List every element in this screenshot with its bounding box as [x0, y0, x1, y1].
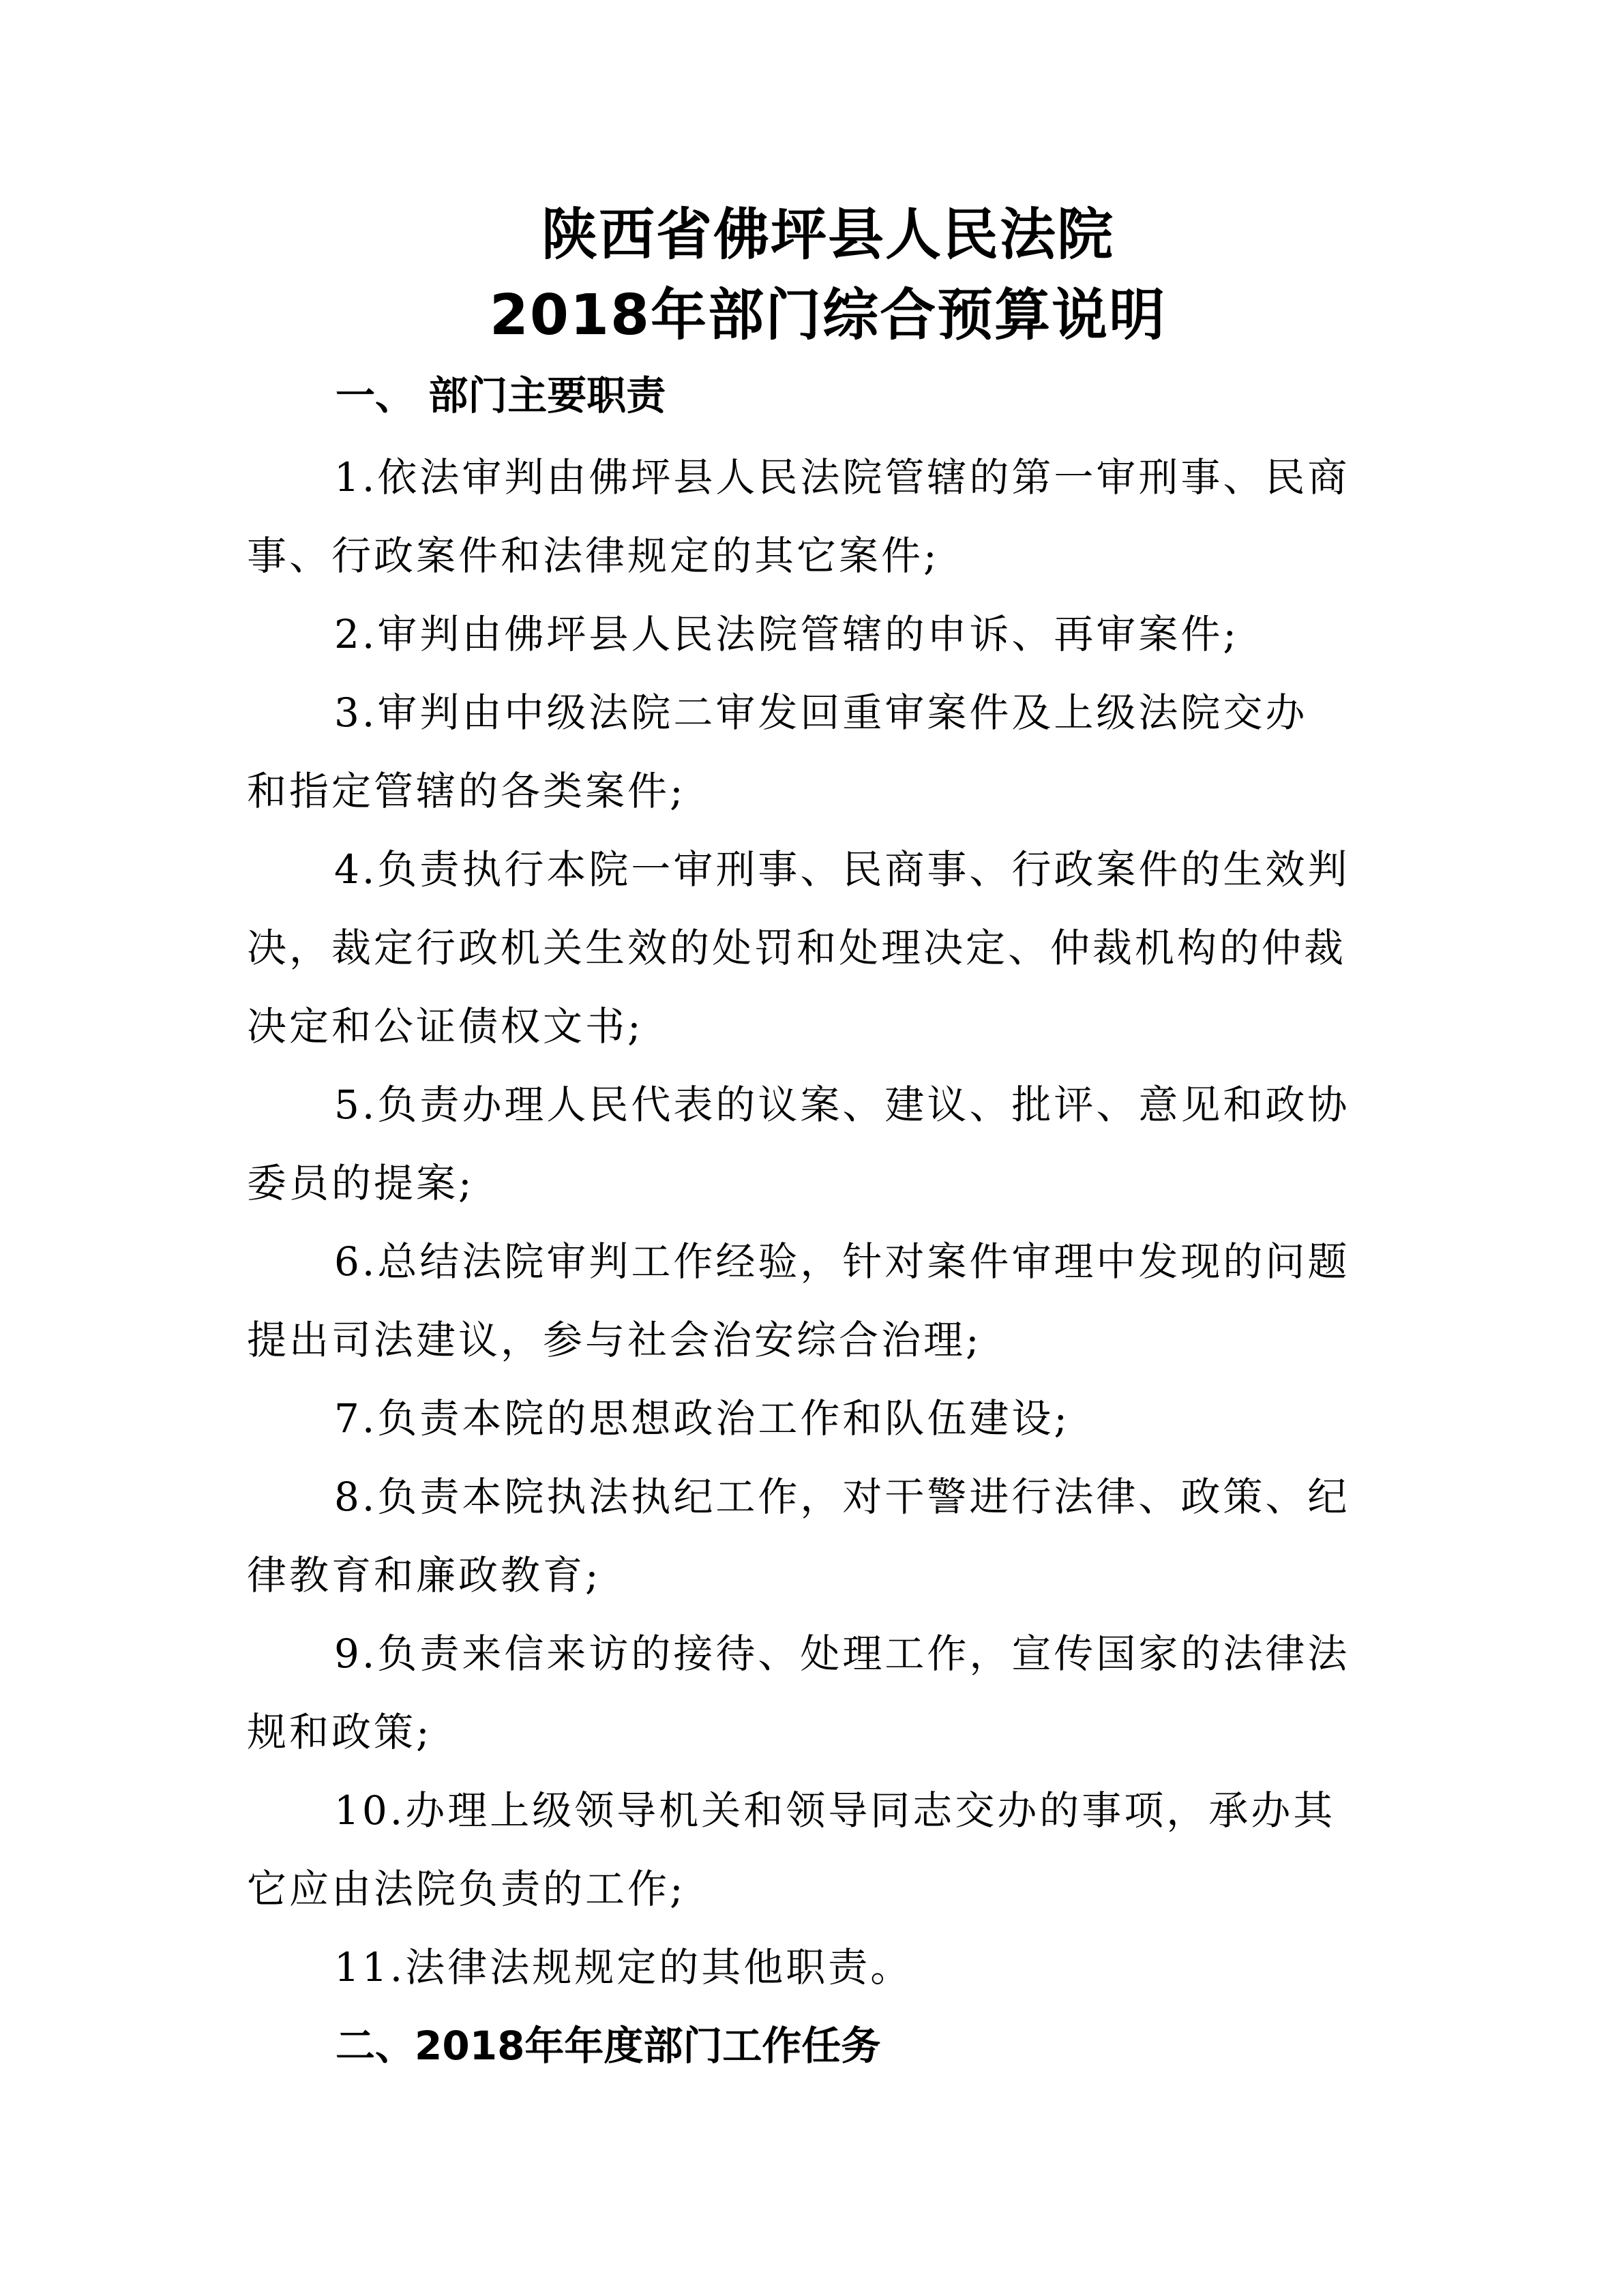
paragraph-line: 8.负责本院执法执纪工作，对干警进行法律、政策、纪 [334, 1474, 1350, 1520]
paragraph-line: 3.审判由中级法院二审发回重审案件及上级法院交办 [334, 689, 1308, 736]
document-title-line1: 陕西省佛坪县人民法院 [541, 203, 1114, 267]
paragraph-line: 2.审判由佛坪县人民法院管辖的申诉、再审案件; [334, 611, 1239, 657]
paragraph-line: 提出司法建议，参与社会治安综合治理; [247, 1317, 982, 1363]
paragraph-line: 律教育和廉政教育; [247, 1552, 601, 1598]
paragraph-line: 和指定管辖的各类案件; [247, 768, 686, 814]
section-heading-duties: 一、 部门主要职责 [336, 372, 666, 419]
paragraph-line: 委员的提案; [247, 1160, 475, 1206]
paragraph-line: 6.总结法院审判工作经验，针对案件审理中发现的问题 [334, 1238, 1350, 1285]
paragraph-line: 9.负责来信来访的接待、处理工作，宣传国家的法律法 [334, 1630, 1350, 1677]
section-heading-tasks: 二、2018年年度部门工作任务 [336, 2023, 881, 2069]
paragraph-line: 决定和公证债权文书; [247, 1003, 644, 1049]
paragraph-line: 规和政策; [247, 1709, 432, 1755]
paragraph-line: 决，裁定行政机关生效的处罚和处理决定、仲裁机构的仲裁 [247, 925, 1347, 971]
paragraph-line: 5.负责办理人民代表的议案、建议、批评、意见和政协 [334, 1082, 1350, 1128]
paragraph-line: 4.负责执行本院一审刑事、民商事、行政案件的生效判 [334, 846, 1350, 893]
document-title-line2: 2018年部门综合预算说明 [489, 283, 1167, 348]
paragraph-line: 1.依法审判由佛坪县人民法院管辖的第一审刑事、民商 [334, 454, 1350, 501]
paragraph-line: 它应由法院负责的工作; [247, 1866, 686, 1912]
paragraph-line: 10.办理上级领导机关和领导同志交办的事项，承办其 [334, 1787, 1336, 1834]
paragraph-line: 11.法律法规规定的其他职责。 [334, 1944, 913, 1991]
paragraph-line: 事、行政案件和法律规定的其它案件; [247, 533, 940, 579]
paragraph-line: 7.负责本院的思想政治工作和队伍建设; [334, 1395, 1070, 1442]
